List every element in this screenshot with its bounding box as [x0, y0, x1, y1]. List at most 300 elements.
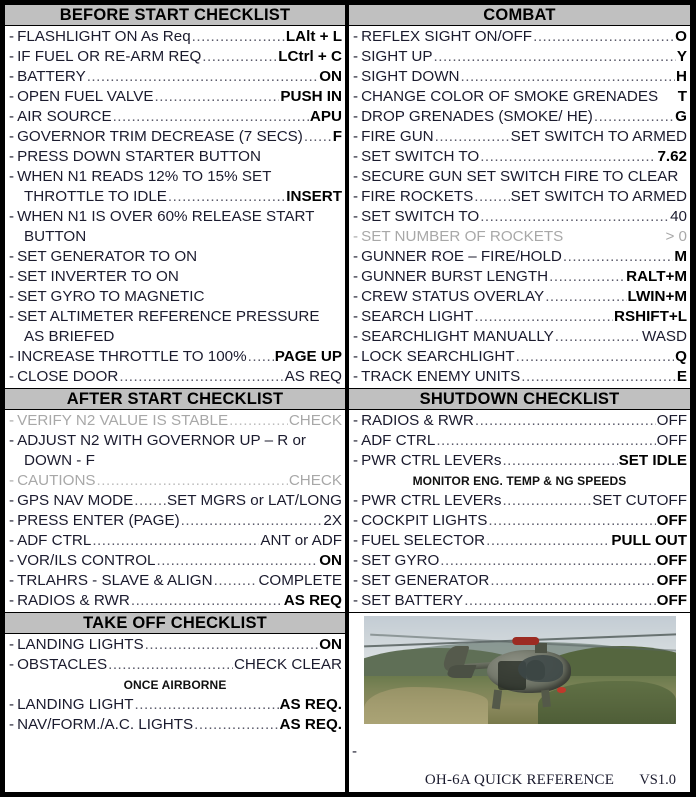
checklist-row: [9, 27, 342, 47]
checklist-row: [9, 715, 342, 735]
dot-leader: [562, 247, 673, 267]
row-value: COMPLETE: [258, 572, 342, 589]
row-value: LCtrl + C: [278, 48, 342, 65]
canopy-glass: [518, 655, 563, 682]
row-value: SET MGRS or LAT/LONG: [167, 492, 342, 509]
row-value: ANT or ADF: [260, 532, 342, 549]
dot-leader: [213, 571, 258, 591]
dot-leader: [247, 347, 274, 367]
row-dash: -: [353, 148, 359, 165]
checklist-row: [353, 511, 687, 531]
section-title-take-off: TAKE OFF CHECKLIST: [5, 613, 345, 634]
rows-before-start: [5, 26, 345, 388]
dot-leader: [154, 87, 280, 107]
checklist-row: [9, 107, 342, 127]
checklist-row: [9, 347, 342, 367]
row-label: ADF CTRL: [17, 532, 92, 549]
dot-leader: [96, 471, 288, 491]
row-value: SET CUTOFF: [592, 492, 687, 509]
checklist-row: [353, 247, 687, 267]
row-label: SET BATTERY: [361, 592, 464, 609]
row-label: VERIFY N2 VALUE IS STABLE: [17, 412, 229, 429]
row-label: WHEN N1 READS 12% TO 15% SET: [17, 168, 272, 185]
checklist-row: [353, 431, 687, 451]
checklist-row: [353, 67, 687, 87]
checklist-row: [9, 167, 342, 187]
caption-bar: [349, 768, 690, 792]
dot-leader: [228, 411, 288, 431]
checklist-row: [353, 87, 687, 107]
row-dash: -: [353, 512, 359, 529]
row-value: AS REQ: [283, 592, 342, 609]
row-label: OPEN FUEL VALVE: [17, 88, 154, 105]
row-label: TRACK ENEMY UNITS: [361, 368, 521, 385]
dot-leader: [434, 127, 510, 147]
row-dash: -: [9, 108, 15, 125]
dot-leader: [548, 267, 625, 287]
row-value: CHECK: [288, 472, 342, 489]
photo-dash-marker: -: [352, 743, 358, 760]
row-dash: -: [9, 68, 15, 85]
helicopter-photo: [364, 616, 676, 724]
row-label: SEARCHLIGHT MANUALLY: [361, 328, 554, 345]
row-dash: -: [9, 288, 15, 305]
checklist-row: [9, 207, 342, 227]
checklist-row: [9, 367, 342, 387]
row-dash: -: [353, 188, 359, 205]
checklist-row: [9, 67, 342, 87]
section-after-start: [4, 389, 346, 613]
row-value: OFF: [656, 572, 687, 589]
row-label: SET GYRO: [361, 552, 440, 569]
row-dash: -: [9, 88, 15, 105]
row-value: CHECK: [288, 412, 342, 429]
row-dash: -: [9, 308, 15, 325]
dot-leader: [107, 655, 233, 675]
row-dash: -: [9, 168, 15, 185]
rows-shutdown-after: [349, 490, 690, 612]
row-label: COCKPIT LIGHTS: [361, 512, 488, 529]
row-label: GPS NAV MODE: [17, 492, 134, 509]
row-value: AS REQ.: [279, 696, 342, 713]
landing-skid-left: [492, 690, 502, 709]
checklist-row: [353, 27, 687, 47]
checklist-row: [9, 551, 342, 571]
row-dash: -: [353, 108, 359, 125]
dot-leader: [167, 187, 285, 207]
row-value: F: [332, 128, 342, 145]
row-value: Q: [675, 348, 687, 365]
checklist-row: [353, 167, 687, 187]
left-column: [4, 4, 348, 793]
row-value: PAGE UP: [274, 348, 342, 365]
section-before-start: [4, 4, 346, 389]
dot-leader: [155, 551, 318, 571]
checklist-row: [9, 267, 342, 287]
right-column: [348, 4, 691, 793]
dot-leader: [118, 367, 283, 387]
dot-leader: [191, 27, 285, 47]
anti-collision-light-icon: [557, 687, 567, 693]
row-dash: -: [9, 636, 15, 653]
dot-leader: [180, 511, 323, 531]
row-label: INCREASE THROTTLE TO 100%: [17, 348, 247, 365]
row-label: PRESS ENTER (PAGE): [17, 512, 180, 529]
row-dash: -: [9, 268, 15, 285]
dot-leader: [593, 107, 674, 127]
row-label: GUNNER ROE – FIRE/HOLD: [361, 248, 562, 265]
row-dash: -: [9, 512, 15, 529]
row-dash: -: [9, 208, 15, 225]
row-dash: -: [9, 472, 15, 489]
checklist-row: [353, 207, 687, 227]
checklist-row: [9, 227, 342, 247]
dot-leader: [489, 571, 655, 591]
rows-take-off-after: [5, 694, 345, 736]
dot-leader: [473, 187, 509, 207]
row-label: SIGHT DOWN: [361, 68, 460, 85]
row-label: CLOSE DOOR: [17, 368, 119, 385]
checklist-row: [353, 411, 687, 431]
row-label: THROTTLE TO IDLE: [24, 188, 167, 205]
dot-leader: [487, 511, 655, 531]
row-value: ON: [319, 68, 342, 85]
dot-leader: [485, 531, 610, 551]
row-label: SEARCH LIGHT: [361, 308, 474, 325]
row-dash: -: [9, 552, 15, 569]
row-dash: -: [353, 88, 359, 105]
row-dash: -: [353, 452, 359, 469]
row-label: FIRE GUN: [361, 128, 434, 145]
row-label: AS BRIEFED: [24, 328, 115, 345]
row-value: SET IDLE: [618, 452, 687, 469]
row-value: T: [677, 88, 687, 105]
row-value: E: [676, 368, 687, 385]
row-dash: -: [9, 532, 15, 549]
row-value: PUSH IN: [280, 88, 342, 105]
photo-panel: [348, 613, 691, 793]
row-label: CAUTIONS: [17, 472, 96, 489]
dot-leader: [501, 451, 617, 471]
row-value: LAlt + L: [285, 28, 342, 45]
row-dash: -: [9, 48, 15, 65]
row-label: ADF CTRL: [361, 432, 436, 449]
row-value: H: [676, 68, 687, 85]
dot-leader: [479, 207, 669, 227]
dot-leader: [501, 491, 591, 511]
dot-leader: [130, 591, 283, 611]
row-value: OFF: [656, 412, 687, 429]
row-dash: -: [353, 128, 359, 145]
dot-leader: [435, 431, 655, 451]
row-value: ON: [319, 552, 342, 569]
dot-leader: [515, 347, 675, 367]
dot-leader: [460, 67, 676, 87]
checklist-row: [353, 551, 687, 571]
row-label: RADIOS & RWR: [17, 592, 130, 609]
row-label: BUTTON: [24, 228, 87, 245]
dot-leader: [91, 531, 259, 551]
row-value: O: [675, 28, 687, 45]
dot-leader: [433, 47, 676, 67]
row-dash: -: [353, 348, 359, 365]
checklist-row: [353, 227, 687, 247]
row-dash: -: [353, 592, 359, 609]
row-label: SIGHT UP: [361, 48, 433, 65]
row-label: SET SWITCH TO: [361, 148, 480, 165]
row-value: SET SWITCH TO ARMED: [510, 128, 687, 145]
row-label: SET GENERATOR TO ON: [17, 248, 198, 265]
row-value: OFF: [656, 552, 687, 569]
row-label: BATTERY: [17, 68, 86, 85]
checklist-row: [9, 411, 342, 431]
row-value: RALT+M: [626, 268, 687, 285]
dot-leader: [86, 67, 319, 87]
row-dash: -: [9, 368, 15, 385]
checklist-row: [353, 491, 687, 511]
rows-after-start: [5, 410, 345, 612]
row-dash: -: [9, 656, 15, 673]
row-dash: -: [353, 48, 359, 65]
checklist-row: [9, 47, 342, 67]
row-value: WASD: [642, 328, 687, 345]
row-label: SET SWITCH TO: [361, 208, 480, 225]
checklist-row: [9, 695, 342, 715]
checklist-row: [9, 327, 342, 347]
row-label: AIR SOURCE: [17, 108, 112, 125]
row-dash: -: [9, 716, 15, 733]
row-label: NAV/FORM./A.C. LIGHTS: [17, 716, 194, 733]
row-label: PRESS DOWN STARTER BUTTON: [17, 148, 261, 165]
section-title-after-start: AFTER START CHECKLIST: [5, 389, 345, 410]
checklist-row: [9, 655, 342, 675]
row-label: VOR/ILS CONTROL: [17, 552, 156, 569]
checklist-row: [9, 307, 342, 327]
row-dash: -: [353, 572, 359, 589]
row-dash: -: [9, 432, 15, 449]
checklist-row: [9, 187, 342, 207]
rotor-hub: [512, 637, 540, 645]
row-label: ADJUST N2 WITH GOVERNOR UP – R or: [17, 432, 306, 449]
checklist-row: [9, 491, 342, 511]
section-combat: [348, 4, 691, 389]
row-value: OFF: [656, 512, 687, 529]
checklist-row: [9, 451, 342, 471]
row-label: LANDING LIGHTS: [17, 636, 144, 653]
section-take-off: [4, 613, 346, 793]
dot-leader: [201, 47, 277, 67]
row-dash: -: [9, 128, 15, 145]
row-label: TRLAHRS - SLAVE & ALIGN: [17, 572, 213, 589]
row-label: SET GYRO TO MAGNETIC: [17, 288, 205, 305]
row-label: FLASHLIGHT ON As Req: [17, 28, 191, 45]
checklist-row: [9, 511, 342, 531]
checklist-row: [9, 247, 342, 267]
row-dash: -: [9, 248, 15, 265]
row-value: Y: [676, 48, 687, 65]
row-dash: -: [353, 368, 359, 385]
section-shutdown: [348, 389, 691, 613]
checklist-row: [353, 307, 687, 327]
row-dash: -: [353, 552, 359, 569]
row-dash: -: [353, 432, 359, 449]
row-value: CHECK CLEAR: [233, 656, 342, 673]
row-value: APU: [309, 108, 342, 125]
dot-leader: [554, 327, 641, 347]
row-label: SET NUMBER OF ROCKETS: [361, 228, 564, 245]
row-value: OFF: [656, 592, 687, 609]
dot-leader: [303, 127, 332, 147]
row-dash: -: [353, 248, 359, 265]
checklist-row: [353, 107, 687, 127]
row-label: IF FUEL OR RE-ARM REQ: [17, 48, 202, 65]
row-dash: -: [9, 492, 15, 509]
row-dash: -: [353, 288, 359, 305]
row-label: GOVERNOR TRIM DECREASE (7 SECS): [17, 128, 303, 145]
dot-leader: [439, 551, 655, 571]
row-label: REFLEX SIGHT ON/OFF: [361, 28, 533, 45]
row-value: > 0: [665, 228, 687, 245]
section-title-shutdown: SHUTDOWN CHECKLIST: [349, 389, 690, 410]
card-sheet: [4, 4, 691, 793]
dot-leader: [474, 411, 656, 431]
row-dash: -: [9, 348, 15, 365]
row-label: DOWN - F: [24, 452, 95, 469]
dot-leader: [532, 27, 674, 47]
row-dash: -: [9, 696, 15, 713]
row-label: PWR CTRL LEVERs: [361, 452, 502, 469]
row-value: 40: [670, 208, 687, 225]
dot-leader: [144, 635, 319, 655]
row-label: PWR CTRL LEVERs: [361, 492, 502, 509]
row-value: 2X: [323, 512, 342, 529]
dot-leader: [133, 491, 166, 511]
caption-title: OH-6A QUICK REFERENCE: [424, 771, 615, 788]
row-label: WHEN N1 IS OVER 60% RELEASE START: [17, 208, 315, 225]
checklist-row: [353, 571, 687, 591]
row-value: OFF: [656, 432, 687, 449]
checklist-row: [9, 127, 342, 147]
row-value: 7.62: [657, 148, 687, 165]
row-label: LANDING LIGHT: [17, 696, 134, 713]
row-label: FUEL SELECTOR: [361, 532, 486, 549]
dot-leader: [479, 147, 656, 167]
dot-leader: [112, 107, 309, 127]
row-value: AS REQ: [284, 368, 342, 385]
checklist-row: [353, 287, 687, 307]
landing-skid-right: [541, 690, 551, 708]
checklist-row: [353, 367, 687, 387]
checklist-row: [9, 147, 342, 167]
checklist-row: [9, 635, 342, 655]
row-dash: -: [353, 168, 359, 185]
row-dash: -: [353, 268, 359, 285]
rows-shutdown-before: [349, 410, 690, 472]
checklist-row: [353, 267, 687, 287]
row-label: GUNNER BURST LENGTH: [361, 268, 549, 285]
row-dash: -: [353, 412, 359, 429]
row-value: INSERT: [286, 188, 342, 205]
row-value: ON: [319, 636, 342, 653]
row-value: RSHIFT+L: [614, 308, 687, 325]
row-label: FIRE ROCKETS: [361, 188, 474, 205]
checklist-row: [9, 591, 342, 611]
row-dash: -: [9, 28, 15, 45]
checklist-row: [9, 471, 342, 491]
row-label: SET INVERTER TO ON: [17, 268, 179, 285]
row-dash: -: [353, 328, 359, 345]
checklist-row: [353, 451, 687, 471]
checklist-row: [353, 347, 687, 367]
checklist-row: [9, 87, 342, 107]
rows-take-off-before: [5, 634, 345, 676]
checklist-row: [353, 147, 687, 167]
dot-leader: [463, 591, 655, 611]
row-label: RADIOS & RWR: [361, 412, 474, 429]
checklist-row: [353, 187, 687, 207]
dot-leader: [520, 367, 676, 387]
checklist-row: [353, 531, 687, 551]
tail-stabilizer: [445, 665, 476, 678]
row-label: SECURE GUN SET SWITCH FIRE TO CLEAR: [361, 168, 679, 185]
row-dash: -: [353, 308, 359, 325]
dot-leader: [473, 307, 613, 327]
row-dash: -: [353, 532, 359, 549]
row-dash: -: [353, 28, 359, 45]
subhead-monitor-eng: MONITOR ENG. TEMP & NG SPEEDS: [412, 474, 627, 488]
row-dash: -: [9, 148, 15, 165]
row-label: CHANGE COLOR OF SMOKE GRENADES: [361, 88, 659, 105]
row-value: PULL OUT: [611, 532, 687, 549]
row-value: SET SWITCH TO ARMED: [510, 188, 687, 205]
row-value: AS REQ.: [279, 716, 342, 733]
subhead-once-airborne: ONCE AIRBORNE: [123, 678, 227, 692]
row-dash: -: [9, 592, 15, 609]
dot-leader: [134, 695, 279, 715]
row-label: OBSTACLES: [17, 656, 108, 673]
checklist-row: [353, 327, 687, 347]
checklist-row: [9, 287, 342, 307]
row-value: M: [674, 248, 687, 265]
row-label: SET GENERATOR: [361, 572, 490, 589]
row-dash: -: [353, 492, 359, 509]
row-label: LOCK SEARCHLIGHT: [361, 348, 515, 365]
checklist-row: [353, 591, 687, 611]
section-title-before-start: BEFORE START CHECKLIST: [5, 5, 345, 26]
checklist-row: [9, 431, 342, 451]
checklist-row: [9, 531, 342, 551]
checklist-row: [353, 47, 687, 67]
row-label: DROP GRENADES (SMOKE/ HE): [361, 108, 593, 125]
row-dash: -: [9, 412, 15, 429]
row-label: CREW STATUS OVERLAY: [361, 288, 545, 305]
dot-leader: [193, 715, 278, 735]
version-label: VS1.0: [639, 771, 676, 788]
dot-leader: [544, 287, 626, 307]
row-value: LWIN+M: [627, 288, 687, 305]
row-dash: -: [353, 208, 359, 225]
row-dash: -: [353, 228, 359, 245]
helicopter-icon: [445, 631, 607, 715]
row-dash: -: [9, 572, 15, 589]
checklist-row: [9, 571, 342, 591]
row-dash: -: [353, 68, 359, 85]
checklist-row: [353, 127, 687, 147]
section-title-combat: COMBAT: [349, 5, 690, 26]
row-value: G: [675, 108, 687, 125]
rows-combat: [349, 26, 690, 388]
row-label: SET ALTIMETER REFERENCE PRESSURE: [17, 308, 320, 325]
